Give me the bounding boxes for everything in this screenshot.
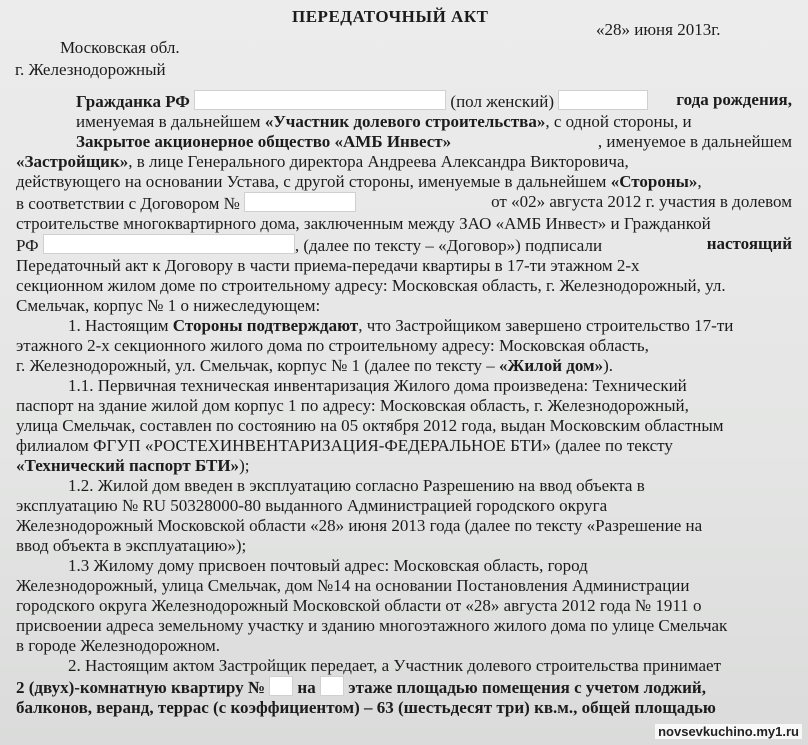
text-line: секционном жилом доме по строительному адресу: Московская область, г. Железнодорожный, ул. <box>16 276 726 295</box>
text-line: эксплуатацию № RU 50328000-80 выданного Администрацией городского округа <box>16 496 608 515</box>
text-line: ввод объекта в эксплуатацию»); <box>16 536 247 555</box>
document-date: «28» июня 2013г. <box>596 20 721 39</box>
text-line: балконов, веранд, террас (с коэффициентом) – 63 (шестьдесят три) кв.м., общей площадью <box>16 698 716 717</box>
text-line: Железнодорожный, улица Смельчак, дом №14 на основании Постановления Администрации <box>16 576 690 595</box>
redacted-floor <box>320 676 344 696</box>
document-city: г. Железнодорожный <box>15 60 166 79</box>
text-line: 1.3 Жилому дому присвоен почтовый адрес: Московская область, город <box>68 556 588 575</box>
text-line: улица Смельчак, составлен по состоянию на 05 октября 2012 года, выдан Московским областным <box>16 416 724 435</box>
text-line: 2 (двух)-комнатную квартиру № на этаже площадью помещения с учетом лоджий, <box>16 678 706 697</box>
document-body <box>16 90 792 718</box>
text-line: в соответствии с Договором № от «02» августа 2012 г. участия в долевом <box>16 192 792 213</box>
redacted-apartment-number <box>269 676 293 696</box>
text-line: Закрытое акционерное общество «АМБ Инвест» , именуемое в дальнейшем <box>76 132 792 151</box>
text-line: Передаточный акт к Договору в части приема-передачи квартиры в 17-ти этажном 2-х <box>16 256 640 275</box>
text-line: Смельчак, корпус № 1 о нижеследующем: <box>16 296 321 315</box>
text-line: действующего на основании Устава, с другой стороны, именуемые в дальнейшем «Стороны», <box>16 172 702 191</box>
text-line: присвоении адреса земельному участку и зданию многоэтажного жилого дома по улице Смельчак <box>16 616 728 635</box>
text-line: в городе Железнодорожном. <box>16 636 221 655</box>
text-line: городского округа Железнодорожный Московской области от «28» августа 2012 года № 1911 о <box>16 596 702 615</box>
text-line: «Технический паспорт БТИ»); <box>16 456 250 475</box>
text-line: строительстве многоквартирного дома, заключенным между ЗАО «АМБ Инвест» и Гражданкой <box>16 214 711 233</box>
text-line: филиалом ФГУП «РОСТЕХИНВЕНТАРИЗАЦИЯ-ФЕДЕРАЛЬНОЕ БТИ» (далее по тексту <box>16 436 673 455</box>
document-title: ПЕРЕДАТОЧНЫЙ АКТ <box>292 7 489 26</box>
text-line: РФ , (далее по тексту – «Договор») подписали настоящий <box>16 234 792 255</box>
text-line: этажного 2-х секционного жилого дома по строительному адресу: Московская область, <box>16 336 649 355</box>
text-line: «Застройщик», в лице Генерального директора Андреева Александра Викторовича, <box>16 152 629 171</box>
redacted-name <box>43 234 295 254</box>
text-line: Гражданка РФ (пол женский) года рождения, <box>76 90 792 111</box>
text-line: 2. Настоящим актом Застройщик передает, а Участник долевого строительства принимает <box>68 656 722 675</box>
watermark-url: novsevkuchino.my1.ru <box>655 724 802 739</box>
redacted-year <box>558 90 648 110</box>
text-line: г. Железнодорожный, ул. Смельчак, корпус № 1 (далее по тексту – «Жилой дом»). <box>16 356 614 375</box>
text-line: 1.2. Жилой дом введен в эксплуатацию согласно Разрешению на ввод объекта в <box>68 476 645 495</box>
redacted-contract-number <box>244 192 356 212</box>
text-line: 1. Настоящим Стороны подтверждают, что Застройщиком завершено строительство 17-ти <box>68 316 734 335</box>
redacted-name <box>194 90 446 110</box>
text-line: именуемая в дальнейшем «Участник долевого строительства», с одной стороны, и <box>76 112 692 131</box>
document-region: Московская обл. <box>60 38 180 57</box>
text-line: паспорт на здание жилой дом корпус 1 по адресу: Московская область, г. Железнодорожный, <box>16 396 689 415</box>
text-line: 1.1. Первичная техническая инвентаризация Жилого дома произведена: Технический <box>68 376 687 395</box>
text-line: Железнодорожный Московской области «28» июня 2013 года (далее по тексту «Разрешение на <box>16 516 703 535</box>
